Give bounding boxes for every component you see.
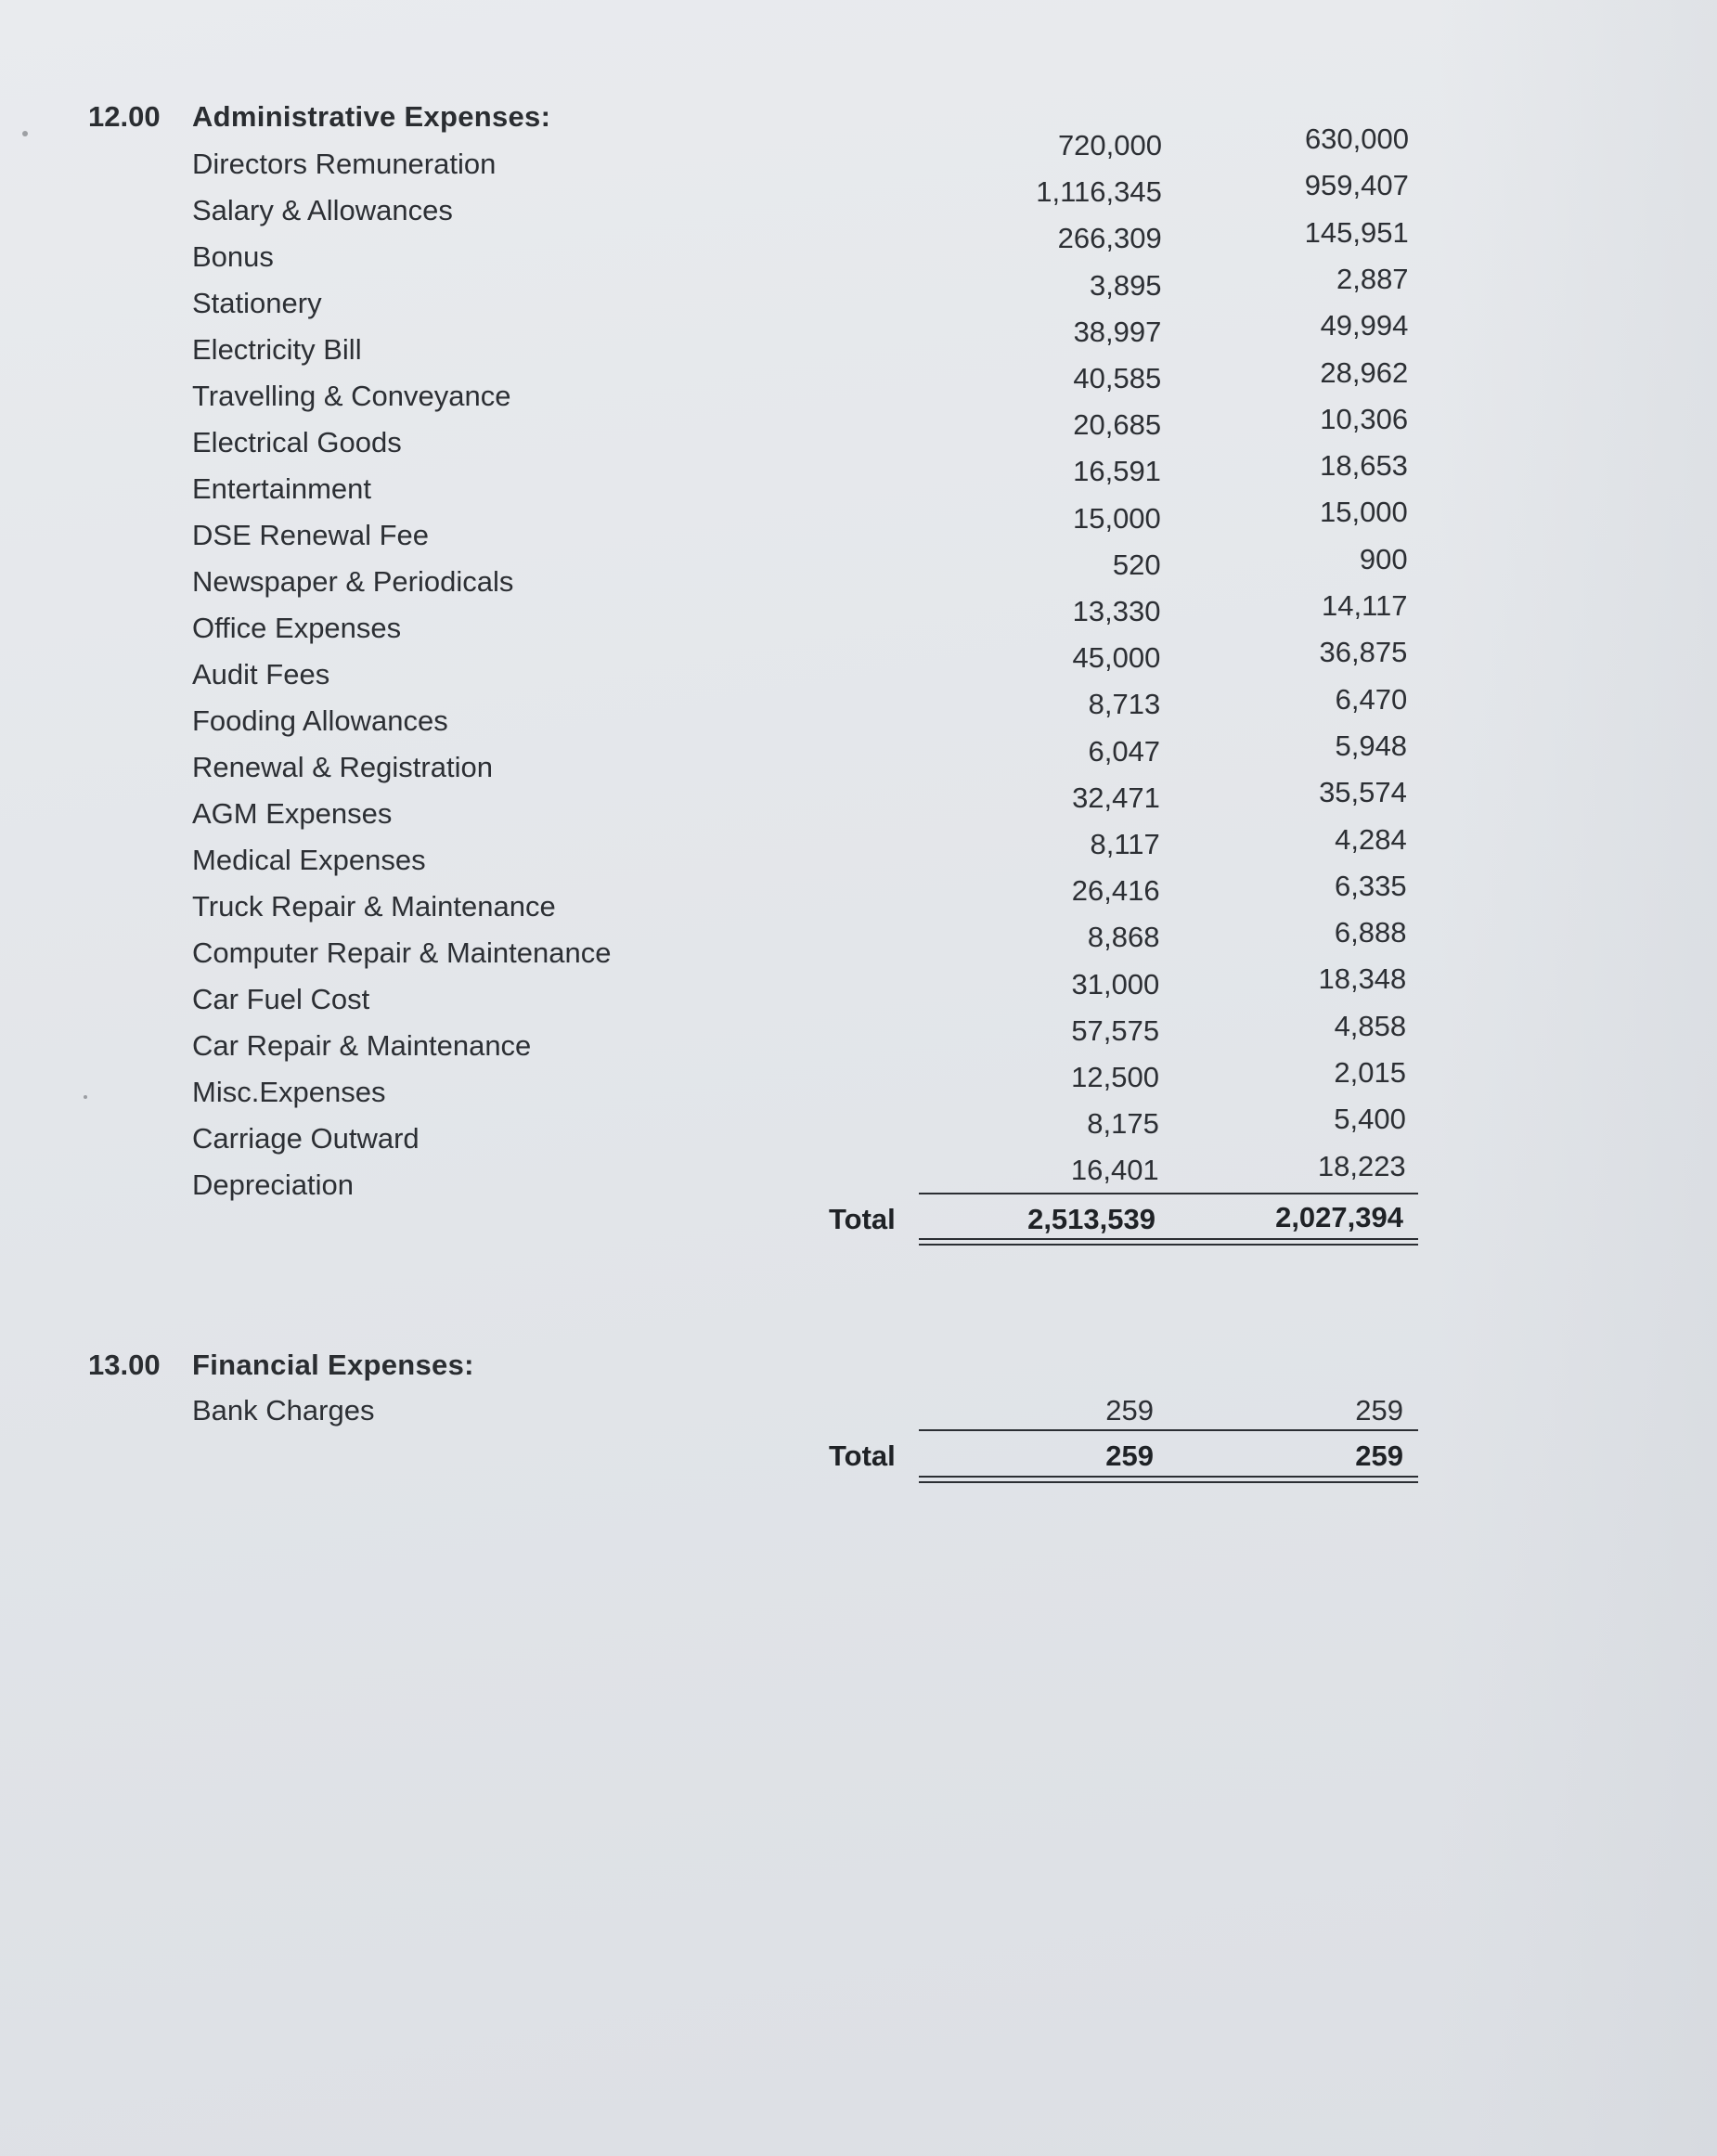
expense-label: Medical Expenses [192, 844, 426, 876]
expense-label: Computer Repair & Maintenance [192, 936, 612, 969]
current-amount: 12,500 [1071, 1061, 1159, 1093]
expense-label: Misc.Expenses [192, 1076, 386, 1108]
list-item [0, 1394, 1717, 1440]
expense-label: Office Expenses [192, 612, 402, 644]
previous-amount: 259 [1355, 1394, 1403, 1427]
section-12-total-label: Total [829, 1203, 896, 1235]
expense-label: Car Fuel Cost [192, 983, 370, 1015]
list-item [0, 262, 1717, 333]
current-amount: 266,309 [1057, 222, 1162, 255]
previous-amount: 18,348 [1318, 962, 1407, 996]
expense-label: Electrical Goods [192, 426, 402, 458]
list-item [0, 729, 1717, 797]
previous-amount: 18,653 [1320, 449, 1408, 483]
previous-amount: 4,284 [1335, 822, 1407, 856]
section-13-number: 13.00 [88, 1349, 161, 1381]
previous-amount: 28,962 [1320, 355, 1409, 389]
previous-amount: 49,994 [1320, 309, 1409, 342]
expense-label: Audit Fees [192, 658, 330, 691]
expense-label: Depreciation [192, 1168, 355, 1201]
subtotal-rule [919, 1193, 1418, 1194]
previous-amount: 18,223 [1317, 1149, 1406, 1182]
list-item [0, 169, 1717, 240]
section-13-total-current: 259 [1105, 1439, 1154, 1472]
list-item [0, 869, 1717, 936]
previous-amount: 5,948 [1335, 729, 1408, 762]
expense-label: AGM Expenses [192, 797, 393, 830]
current-amount: 13,330 [1072, 595, 1161, 627]
expense-label: Renewal & Registration [192, 751, 493, 783]
current-amount: 32,471 [1072, 781, 1160, 814]
expense-label: Entertainment [192, 472, 371, 505]
previous-amount: 5,400 [1334, 1103, 1406, 1136]
current-amount: 40,585 [1073, 362, 1162, 394]
expense-label: Salary & Allowances [192, 194, 453, 226]
current-amount: 20,685 [1073, 408, 1162, 442]
expense-label: Stationery [192, 287, 322, 319]
previous-amount: 145,951 [1304, 215, 1409, 249]
current-amount: 259 [1105, 1394, 1154, 1427]
current-amount: 26,416 [1071, 874, 1160, 908]
expense-label: Truck Repair & Maintenance [192, 890, 556, 923]
current-amount: 38,997 [1073, 315, 1162, 348]
section-13-title: Financial Expenses: [192, 1349, 474, 1381]
list-item [0, 916, 1717, 983]
current-amount: 8,117 [1090, 828, 1160, 860]
previous-amount: 4,858 [1334, 1009, 1407, 1042]
expense-label: Directors Remuneration [192, 148, 497, 180]
list-item [0, 402, 1717, 472]
section-13-total-previous: 259 [1355, 1439, 1403, 1472]
expense-label: Bonus [192, 240, 274, 273]
previous-amount: 6,470 [1335, 682, 1408, 716]
expense-label: Travelling & Conveyance [192, 380, 511, 412]
expense-label: Fooding Allowances [192, 704, 448, 737]
current-amount: 8,713 [1088, 688, 1161, 721]
section-12-title: Administrative Expenses: [192, 100, 551, 133]
expense-label: DSE Renewal Fee [192, 519, 430, 551]
current-amount: 16,401 [1070, 1154, 1159, 1187]
expense-label: Newspaper & Periodicals [192, 565, 514, 598]
list-item [0, 1103, 1717, 1168]
list-item [0, 449, 1717, 519]
previous-amount: 15,000 [1319, 496, 1408, 529]
previous-amount: 959,407 [1304, 169, 1409, 202]
section-13-total-label: Total [829, 1439, 896, 1472]
previous-amount: 14,117 [1321, 589, 1408, 622]
list-item [0, 1056, 1717, 1122]
current-amount: 720,000 [1057, 129, 1162, 161]
current-amount: 6,047 [1088, 734, 1161, 768]
current-amount: 15,000 [1072, 501, 1161, 535]
expense-label: Electricity Bill [192, 333, 362, 366]
section-12-number: 12.00 [88, 100, 161, 133]
list-item [0, 215, 1717, 287]
current-amount: 8,175 [1087, 1107, 1159, 1141]
total-double-rule [919, 1476, 1418, 1483]
list-item [0, 776, 1717, 844]
section-12-total-current: 2,513,539 [1027, 1203, 1155, 1235]
current-amount: 1,116,345 [1036, 175, 1162, 209]
paper-speck [22, 131, 28, 136]
expense-label: Bank Charges [192, 1394, 375, 1427]
list-item [0, 636, 1717, 704]
total-double-rule [919, 1238, 1418, 1246]
previous-amount: 10,306 [1320, 402, 1409, 435]
previous-amount: 6,888 [1334, 916, 1407, 949]
list-item [0, 542, 1717, 612]
previous-amount: 2,015 [1334, 1056, 1406, 1089]
current-amount: 45,000 [1072, 641, 1161, 675]
previous-amount: 2,887 [1336, 262, 1409, 295]
list-item [0, 962, 1717, 1029]
expense-label: Car Repair & Maintenance [192, 1029, 532, 1062]
list-item [0, 355, 1717, 426]
previous-amount: 36,875 [1319, 636, 1408, 669]
expense-label: Carriage Outward [192, 1122, 420, 1155]
section-12-total-previous: 2,027,394 [1275, 1201, 1403, 1233]
list-item [0, 123, 1717, 194]
current-amount: 3,895 [1089, 268, 1162, 302]
current-amount: 16,591 [1073, 455, 1161, 488]
previous-amount: 35,574 [1319, 776, 1407, 809]
list-item [0, 496, 1717, 565]
subtotal-rule [919, 1429, 1418, 1431]
list-item [0, 682, 1717, 751]
list-item [0, 1009, 1717, 1076]
previous-amount: 900 [1359, 542, 1408, 575]
current-amount: 31,000 [1071, 967, 1160, 1001]
list-item [0, 822, 1717, 890]
list-item [0, 309, 1717, 380]
current-amount: 57,575 [1071, 1013, 1160, 1047]
current-amount: 520 [1112, 548, 1161, 581]
previous-amount: 6,335 [1335, 869, 1407, 902]
list-item [0, 589, 1717, 658]
current-amount: 8,868 [1087, 921, 1160, 954]
previous-amount: 630,000 [1304, 123, 1409, 155]
